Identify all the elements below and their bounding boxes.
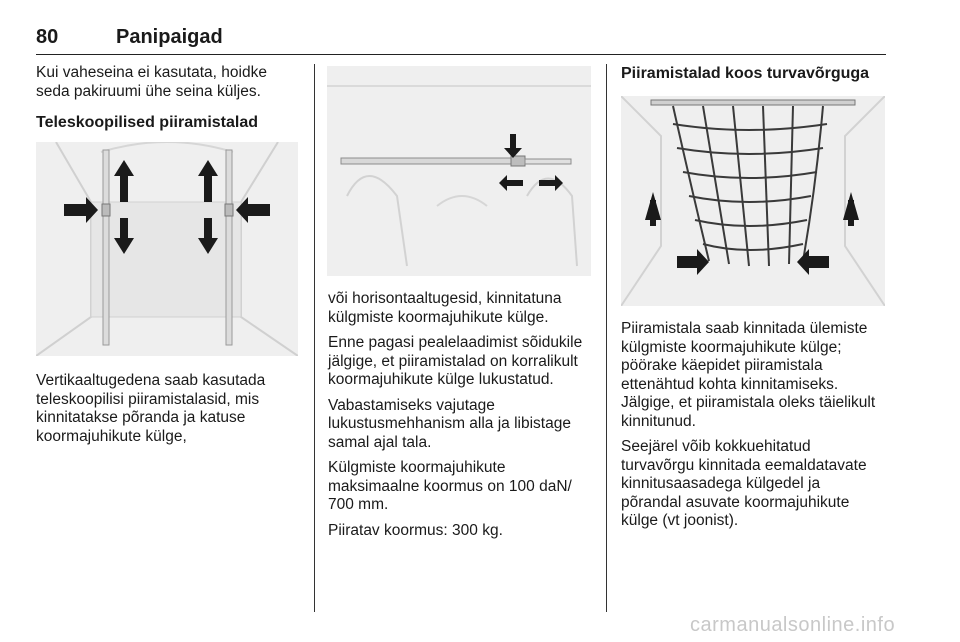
telescopic-bar-horizontal-figure	[327, 66, 591, 276]
column-3-text	[621, 320, 893, 538]
intro-paragraph: Kui vaheseina ei kasutata, hoidke seda pakiruumi ühe seina küljes.	[36, 64, 267, 100]
safety-net-figure	[621, 96, 885, 306]
paragraph: Enne pagasi pealelaadimist sõidukile jälgige, et piiramistalad on korralikult koormajuhikute külge lukustatud.	[328, 334, 583, 388]
column-2-text	[328, 290, 604, 547]
watermark: carmanualsonline.info	[690, 614, 896, 636]
paragraph: Piiramistala saab kinnitada ülemiste külgmiste koormajuhikute külge; pöörake käepidet piiramistala ettenähtud kohta kinnitamiseks. Jälgige, et piiramistala oleks täielikult kinnitunud.	[621, 320, 876, 430]
page-title: Panipaigad	[116, 26, 223, 48]
figure-caption-1: Vertikaaltugedena saab kasutada teleskoopilisi piiramistalasid, mis kinnitatakse põranda ja katuse koormajuhikute külge,	[36, 372, 266, 445]
telescopic-bars-vertical-figure	[36, 142, 298, 356]
paragraph: või horisontaaltugesid, kinnitatuna külgmiste koormajuhikute külge.	[328, 290, 562, 326]
column-3	[621, 64, 891, 83]
paragraph: Külgmiste koormajuhikute maksimaalne koormus on 100 daN/ 700 mm.	[328, 459, 572, 513]
page-header	[36, 24, 886, 55]
section-heading-telescopic: Teleskoopilised piiramistalad	[36, 114, 258, 131]
paragraph: Piiratav koormus: 300 kg.	[328, 521, 503, 539]
paragraph: Seejärel võib kokkuehitatud turvavõrgu kinnitada eemaldatavate kinnitusaasadega külgedel ja põrandal asuvate koormajuhikute külge (vt joonist).	[621, 438, 867, 529]
column-1	[36, 64, 304, 132]
column-divider	[606, 64, 607, 612]
paragraph: Vabastamiseks vajutage lukustusmehhanism alla ja libistage samal ajal tala.	[328, 396, 571, 451]
page-number: 80	[36, 26, 59, 48]
section-heading-safety-net: Piiramistalad koos turvavõrguga	[621, 65, 870, 82]
column-divider	[314, 64, 315, 612]
